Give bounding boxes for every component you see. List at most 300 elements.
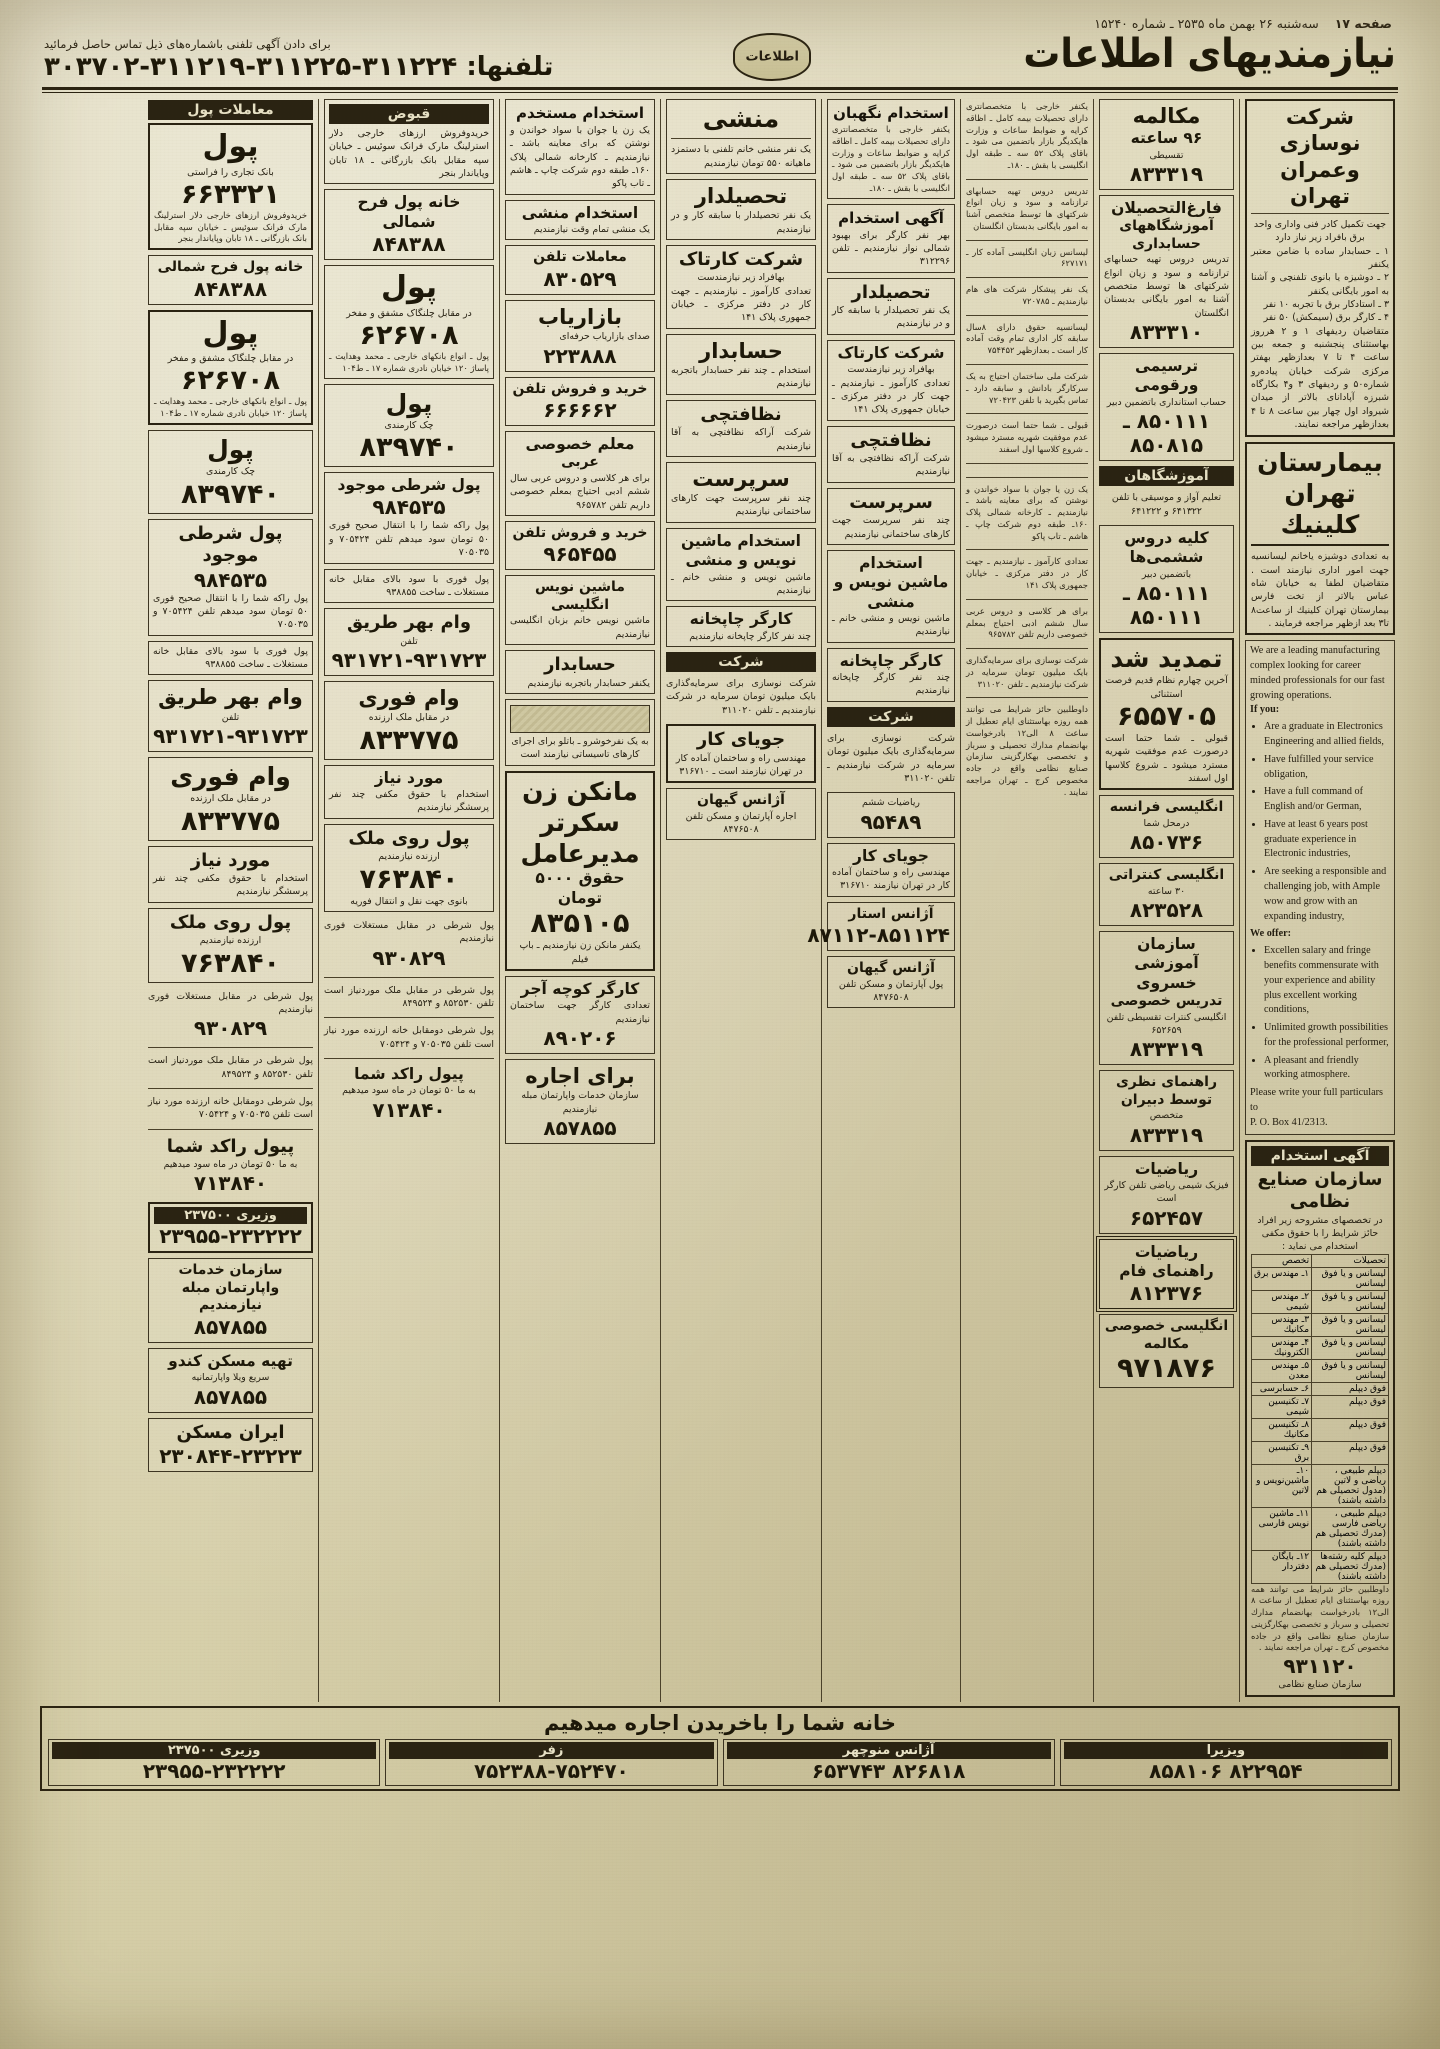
ad-body: یک نفر تحصیلدار با سابقه کار و در نیازمندیم	[671, 210, 811, 235]
band-title: خانه شما را باخریدن اجاره میدهیم	[543, 1710, 897, 1735]
ad-machine-typist[interactable]	[666, 528, 816, 601]
ad-subtitle: آخرین چهارم نظام قدیم فرصت استثنائی	[1105, 675, 1228, 700]
ad-title: پول روی ملک	[169, 911, 292, 933]
cell-spec: ۲ـ مهندس شیمی	[1252, 1290, 1312, 1313]
ad-requirement: • Are a graduate in Electronics Engineering and allied fields,	[1264, 720, 1390, 750]
ad-items: تعلیم آواز و موسیقی با تلفن ۶۴۱۳۲۲ و ۶۴۱۲۲۲	[1111, 492, 1222, 517]
ad-body: چند نفر کارگر چاپخانه نیازمندیم	[689, 630, 811, 642]
ad-theory-guide-teachers[interactable]	[1099, 1070, 1234, 1150]
ad-phone: ۸۳۳۳۱۹	[1129, 1122, 1204, 1147]
ad-title: راهنمای نظری توسط دبیران	[1115, 1074, 1218, 1108]
cell-spec: ۳ـ مهندس مکانیك	[1252, 1313, 1312, 1336]
agency-logo-row	[48, 1739, 1392, 1786]
phone-label: تلفنها:	[466, 52, 554, 82]
ad-small[interactable]	[966, 653, 1088, 692]
ad-title: وام فوری	[358, 686, 460, 711]
ad-requirement: • Have a full command of English and/or German,	[1264, 785, 1390, 815]
ad-need[interactable]	[148, 846, 313, 903]
ad-needed[interactable]	[324, 765, 494, 819]
ad-body: داوطلبین حائز شرایط می توانند همه روزه بهاستثنای ایام تعطیل از ساعت ۸ الی۱۲ بادرخواست بهانضمام مدارك تحصیلی و سرباز و تخصصی بهکارگزینی سازمان صنایع نظامی واقع در جاده مخصوص کرج ـ تهران مراجعه نمایند .	[966, 704, 1089, 797]
ad-phone: ۷۱۳۸۴۰	[193, 1171, 268, 1196]
ad-housing-services[interactable]	[148, 1258, 313, 1343]
cell-education: لیسانس و یا فوق لیسانس	[1312, 1267, 1389, 1290]
band-rent-houses[interactable]	[40, 1706, 1400, 1791]
ad-iran-maskan[interactable]	[148, 1418, 313, 1473]
column-schools	[1093, 99, 1239, 1702]
ad-phone: ۸۵۰۷۳۶	[1129, 830, 1204, 855]
ad-accounting-graduates[interactable]	[1099, 195, 1234, 348]
ad-kartak-company[interactable]	[827, 340, 955, 421]
ad-phone: ۹۶۵۴۵۵	[543, 542, 617, 567]
cell-spec: ۱۲ـ بایگان دفتردار	[1252, 1550, 1312, 1583]
ad-typist-secretary[interactable]	[827, 550, 955, 643]
ad-partnership[interactable]	[827, 730, 955, 787]
ad-phone: ۹۳۰۸۲۹	[372, 945, 446, 970]
ad-conversation-course[interactable]	[1099, 99, 1234, 190]
ad-subtitle: تدریس خصوصی	[1110, 993, 1223, 1010]
ad-phone: ۸۳۵۱۰۵	[530, 908, 630, 940]
ad-subtitle: در مقابل ملک ارزنده	[368, 712, 450, 724]
ad-math-sixth[interactable]	[827, 792, 955, 837]
column-job-ads	[807, 99, 960, 1702]
ad-body: چند نفر کارگر چاپخانه نیازمندیم	[832, 672, 950, 697]
cell-spec: ۱۰ـ ماشین‌نویس و لاتین	[1252, 1464, 1312, 1507]
ad-company-nosazi[interactable]	[1245, 99, 1395, 437]
ad-phone: ۶۵۲۴۵۷	[1129, 1205, 1204, 1230]
ad-phone: ۹۸۴۵۳۵	[372, 495, 446, 520]
ad-title: خرید و فروش تلفن	[512, 524, 648, 541]
ad-title: پول روی ملک	[348, 827, 470, 849]
ad-body: مهندسی راه و ساختمان آماده کار در تهران نیازمند است ـ ۳۱۶۷۱۰	[675, 752, 807, 777]
ad-title: سازمان صنایع نظامی	[1257, 1168, 1383, 1213]
ad-money-conditional-4[interactable]	[324, 1022, 494, 1053]
ad-requirement: • Have at least 6 years post graduate experience in Electronic industries,	[1264, 818, 1390, 862]
masthead-title: نیازمندیهای اطلاعات	[1023, 31, 1396, 77]
ad-small[interactable]	[966, 468, 1088, 472]
ad-subtitle: متخصص	[1149, 1110, 1184, 1122]
ad-note: پول راکه شما را با انتقال صحیح فوری ۵۰ تومان سود میدهم تلفن ۷۰۵۴۲۴ و ۷۰۵۰۳۵	[329, 520, 489, 559]
ad-title: پول شرطی دومقابل خانه ارزنده مورد نیاز است تلفن ۷۰۵۰۳۵ و ۷۰۵۴۲۴	[324, 1025, 494, 1050]
ad-note: استخدام با حقوق مکفی چند نفر پرسشگر نیازمندیم	[329, 789, 489, 814]
ad-title: حسابدار	[544, 654, 616, 676]
ad-subtitle: آموزشگاههای حسابداری	[1119, 218, 1214, 252]
ad-military-industries[interactable]	[1245, 1140, 1395, 1697]
ad-money-immediate-property[interactable]	[148, 641, 313, 676]
ad-body: صدای بازاریاب حرفه‌ای	[559, 331, 650, 343]
ad-agency-logos[interactable]	[148, 1202, 313, 1253]
ad-collector[interactable]	[827, 278, 955, 335]
ad-title: کارگر چاپخانه	[839, 651, 943, 670]
ad-money-employee-check[interactable]	[324, 384, 494, 468]
ad-phone: ۹۷۱۸۷۶	[1117, 1353, 1216, 1385]
ad-note: استخدام با حقوق مکفی چند نفر پرسشگر نیازمندیم	[153, 873, 308, 898]
ad-agency-star[interactable]	[807, 902, 955, 952]
ad-item: متقاضیان ردیفهای ۱ و ۲ هرروز بهاستثنای پنجشنبه و جمعه بین ساعت ۴ تا ۷ بعدازظهر بهفتر مرکزی شرکت خیابان پیاده‌رو شماره۵۰ و ردیفهای ۳ و۴ بکارگاه شبرزه آپادانای بالاتر از میدان شیرواد اول چهار بین ساعت ۸ تا ۴ بعدازظهر مراجعه نمایند.	[1251, 325, 1389, 431]
ad-title: آگهی استخدام	[838, 208, 944, 227]
ad-accountant[interactable]	[666, 334, 816, 395]
ad-phone: ۸۵۰۱۱۱ ـ ۸۵۰۸۱۵	[1122, 409, 1211, 458]
ad-money-farah-north[interactable]	[324, 189, 494, 260]
ad-phone: ۸۷۱۱۲-۸۵۱۱۲۴	[807, 923, 950, 948]
ad-phone: ۹۳۰۸۲۹	[193, 1016, 268, 1041]
ad-teahouse-worker[interactable]	[666, 606, 816, 647]
ad-job-seeker[interactable]	[827, 843, 955, 897]
ad-small[interactable]	[966, 369, 1088, 408]
ad-title: استخدام نگهبان	[833, 104, 949, 122]
phone-numbers: ۳۱۱۲۲۴-۳۱۱۲۲۵-۳۱۱۲۱۹-۳۰۳۷۰۲	[44, 52, 458, 82]
ad-phone: ۸۳۳۳۱۰	[1129, 320, 1204, 345]
ad-subtitle: تلفن	[400, 635, 418, 647]
ad-note: پول فوری با سود بالای مقابل خانه مستغلات ـ ساخت ۹۳۸۸۵۵	[153, 645, 308, 670]
ad-title: آژانس گیهان	[847, 960, 935, 977]
agency-name: وزیری ۲۳۷۵۰۰	[52, 1742, 376, 1759]
column-money-left	[318, 99, 499, 1702]
ad-title: بیمارستان تهران کلینیك	[1257, 447, 1383, 539]
logo-text: اطلاعات	[745, 49, 799, 65]
ad-we-offer: We offer:	[1250, 928, 1292, 940]
ad-item: ۲ ـ دوشیزه یا بانوی تلفنچی و آشنا به امور بایگانی یکنفر	[1251, 272, 1389, 297]
ad-loan-immediate[interactable]	[324, 681, 494, 760]
ad-title: پول	[385, 388, 433, 418]
ad-title: انگلیسی خصوصی مکالمه	[1104, 1318, 1229, 1352]
ad-employment-notice[interactable]	[827, 204, 955, 273]
cell-education: فوق دیپلم	[1312, 1418, 1389, 1441]
ad-supervisor[interactable]	[827, 488, 955, 545]
ad-accountant-2[interactable]	[505, 650, 655, 694]
ad-title: ماشین نویس انگلیسی	[535, 579, 625, 613]
ad-title: شرکت کارتاک	[678, 248, 804, 270]
ad-phone: ۶۲۶۷۰۸	[181, 365, 280, 397]
ad-offer: • Excellen salary and fringe benefits commensurate with your experience and ability plus excellent working conditions,	[1264, 944, 1390, 1018]
ad-money-bank-bazargani[interactable]	[148, 123, 313, 250]
ad-phone: ۹۳۱۷۲۱-۹۳۱۷۲۳	[153, 723, 308, 748]
ad-agency-keyhan[interactable]	[827, 956, 955, 1008]
ad-body: یکنفر مانکن زن نیازمندیم ـ باپ فیلم	[519, 940, 641, 965]
ad-money-fast[interactable]	[324, 569, 494, 604]
ad-small[interactable]	[966, 245, 1088, 273]
ad-english-manufacturer[interactable]	[1245, 640, 1395, 1134]
scales-of-justice-icon	[510, 705, 650, 733]
ad-title: پیول راکد شما	[166, 1135, 295, 1157]
ad-phone: ۶۲۶۷۰۸	[359, 319, 459, 351]
ad-body: شرکت آراکه نظافتچی به آقا نیازمندیم	[671, 427, 811, 452]
ad-body: مهندسی راه و ساختمان آماده کار در تهران نیازمند ۳۱۶۷۱۰	[832, 866, 950, 892]
ad-kartak-company-2[interactable]	[666, 245, 816, 329]
ad-sub: پول ـ انواع بانکهای خارجی ـ محمد وهدایت ـ پاساژ ۱۲۰ خیابان نادری شماره ۱۷ ـ ط۱۰۴	[329, 350, 489, 373]
ad-phone: ۸۵۷۸۵۵	[193, 1384, 268, 1409]
ad-buy-sell-phone-1[interactable]	[505, 377, 655, 427]
agency-phone: ۸۲۶۸۱۸ ۶۵۳۷۴۳	[811, 1758, 966, 1783]
table-header: تحصیلات	[1312, 1254, 1389, 1267]
ad-phone: ۸۴۸۳۸۸	[193, 276, 268, 301]
section-header-partnership: شرکت	[827, 707, 955, 727]
column-misc-small-ads	[960, 99, 1093, 1702]
ad-title: آژانس استار	[848, 905, 934, 922]
page-header	[18, 14, 1422, 31]
cell-spec: ۹ـ تکنیسین برق	[1252, 1441, 1312, 1464]
table-row	[1252, 1441, 1389, 1464]
ad-body: شرکت نوسازی برای سرمایه‌گذاری بایک میلیون تومان سرمایه در شرکت نیازمندیم ـ تلفن ۳۱۱۰۲۰	[966, 655, 1088, 689]
ad-body: لیسانسیه حقوق دارای ۸سال سابقه کار اداری تمام وقت آماده کار است ـ بعدازظهر ۷۵۴۴۵۲	[966, 321, 1088, 356]
ad-body: یکنفر خارجی با متخصصانتری دارای تحصیلات بیمه کامل ـ اظاقه کرایه و ضوابط ساعات و وزارت هایکدیگر بازار باتضمین می شود ـ باقای پلاک ۵۲ سه ـ طبقه اول انگلیسی با بقش ـ ۱۸۰ـ	[966, 101, 1088, 170]
ad-title: معاملات تلفن	[533, 249, 627, 266]
ad-body: استخدام ـ چند نفر حسابدار باتجربه نیازمندیم	[671, 365, 811, 390]
ad-guard-employment[interactable]	[827, 99, 955, 199]
ad-subtitle: ارزنده نیازمندیم	[378, 851, 440, 863]
ad-title: پول	[202, 315, 259, 351]
ad-note: به ما ۵۰ تومان در ماه سود میدهیم	[163, 1159, 298, 1171]
cell-spec: ۴ـ مهندس الکترونیك	[1252, 1336, 1312, 1359]
cell-education: دیپلم طبیعی ، ریاضی فارسی (مدرك تحصیلی هم داشته باشند)	[1312, 1507, 1389, 1550]
ad-body: ماشین نویس و منشی خانم ـ نیازمندیم	[832, 613, 950, 638]
ad-money-conditional-3[interactable]	[324, 982, 494, 1013]
cell-spec: ۱۱ـ ماشین نویس فارسی	[1252, 1507, 1312, 1550]
ad-cleaner[interactable]	[666, 400, 816, 457]
ad-money-check[interactable]	[148, 430, 313, 514]
ad-title: پیول راکد شما	[354, 1064, 464, 1083]
ad-body: بهر نفر کارگر برای بهبود شمالی نواز نیازمندیم ـ تلفن ۳۱۲۲۹۶	[832, 229, 950, 268]
cell-spec: ۱ـ مهندس برق	[1252, 1267, 1312, 1290]
cell-spec: ۸ـ تکنیسین مکانیك	[1252, 1418, 1312, 1441]
ad-money-conditional-6[interactable]	[148, 1052, 313, 1083]
ad-body: تعدادی کارآموز ـ نیازمندیم ـ جهت کار در دفتر مرکزی ـ خیابان جمهوری پلاک ۱۴۱	[966, 556, 1088, 590]
ad-small[interactable]	[966, 184, 1088, 235]
ad-note: خریدوفروش ارزهای خارجی دلار استرلینگ مارک فرانک سوئیس ـ خیابان سپه مقابل بانک بازرگانی ـ ۱۸ تابان وپایاندار بنجر	[154, 209, 307, 244]
ad-note: قبولی ـ شما حتما است درصورت عدم موفقیت شهریه مسترد میشود ـ شروع کلاسها اول اسفند	[1105, 732, 1228, 784]
agency-name: ویزیرا	[1064, 1742, 1388, 1759]
cell-education: لیسانس و یا فوق لیسانس	[1312, 1290, 1389, 1313]
ad-supervisor-2[interactable]	[666, 462, 816, 523]
ad-phone: ۸۳۹۷۴۰	[181, 478, 280, 510]
ad-job-seeker-engineer[interactable]	[666, 724, 816, 783]
ad-mannequin-secretary[interactable]	[505, 771, 655, 971]
ad-investment-partner[interactable]	[666, 675, 816, 719]
ad-body: یک نفر تحصیلدار با سابقه کار و در نیازمندیم	[832, 305, 950, 330]
ad-small[interactable]	[966, 282, 1088, 310]
ad-money-conditional-7[interactable]	[148, 1093, 313, 1124]
ad-small[interactable]	[966, 99, 1088, 174]
cell-education: لیسانس و یا فوق لیسانس	[1312, 1359, 1389, 1382]
agency-name: آژانس منوچهر	[727, 1742, 1051, 1759]
column-accounting-ads	[660, 99, 821, 1702]
ad-construction-worker[interactable]	[505, 976, 655, 1054]
ad-secretary-employment[interactable]	[505, 200, 655, 241]
ad-body: یک منشی تمام وقت نیازمندیم	[533, 224, 650, 236]
ad-small[interactable]	[966, 702, 1088, 800]
ad-music-lessons[interactable]	[1099, 489, 1234, 520]
ad-body: برای هر کلاسی و دروس عربی سال ششم ادبی احتیاج بمعلم خصوصی داریم تلفن ۹۶۵۷۸۲	[510, 472, 650, 511]
ad-money-on-property[interactable]	[324, 824, 494, 912]
ad-for-rent[interactable]	[505, 1059, 655, 1144]
ad-cleaner-araa[interactable]	[827, 426, 955, 483]
ad-idle-money[interactable]	[324, 1063, 494, 1124]
ad-title: مورد نیاز	[190, 849, 271, 871]
section-header-receipts: قبوض	[329, 104, 489, 124]
ad-phone: ۸۹۰۲۰۶	[543, 1025, 617, 1050]
ad-phone: ۸۳۳۳۱۹	[1129, 1037, 1204, 1062]
ad-small[interactable]	[966, 482, 1088, 545]
ad-small[interactable]	[966, 320, 1088, 359]
ad-title: نظافتچی	[850, 429, 932, 451]
table-row	[1252, 1313, 1389, 1336]
ad-title: وام فوری	[170, 761, 291, 791]
ad-title: استخدام منشی	[521, 203, 639, 222]
ad-money-available[interactable]	[148, 519, 313, 636]
page-number: صفحه ۱۷	[1334, 16, 1392, 31]
ad-phone: ۹۵۴۸۹	[860, 809, 922, 834]
column-company-ads	[1239, 99, 1400, 1702]
ad-money-conditional-5[interactable]	[148, 988, 313, 1043]
ad-lines: بانک تجاری را فراستی	[187, 166, 274, 178]
classified-columns	[18, 93, 1422, 1702]
ad-intro: We are a leading manufacturing complex looking for career minded professionals for our fast growing operations.	[1250, 645, 1385, 701]
ad-body: شرکت نوسازی برای سرمایه‌گذاری بایک میلیون تومان سرمایه در شرکت نیازمندیم ـ تلفن ۳۱۱۰۲۰	[827, 732, 955, 784]
divider	[42, 87, 1398, 90]
ad-loan-method[interactable]	[148, 680, 313, 752]
ad-receipts[interactable]	[324, 99, 494, 184]
ad-subtitle: تلفن	[221, 711, 240, 723]
ad-offer: • Unlimited growth possibilities for the professional performer,	[1264, 1021, 1390, 1051]
ad-phone: ۸۳۳۷۷۵	[181, 805, 280, 837]
ad-money-property-2[interactable]	[148, 908, 313, 983]
ad-phone: ۸۵۷۸۵۵	[193, 1314, 268, 1339]
ad-english-typist[interactable]	[505, 575, 655, 645]
ad-body: به تعدادی دوشیزه یاخانم لیسانسیه جهت امور اداری نیازمند است . متقاضیان لطفا به خیابان شاه عباس بالاتر از تخت فارس بیمارستان تهران کلینیك از ساعت۸ تا۳ بعد ازظهر مراجعه فرمایند .	[1251, 551, 1389, 629]
table-row	[1252, 1395, 1389, 1418]
ad-buy-sell-phone-2[interactable]	[505, 521, 655, 571]
ad-title: انگلیسی کنتراتی	[1108, 867, 1225, 884]
cell-education: دیپلم طبیعی ، ریاضی و لاتین (مدول تحصیلی هم داشته باشند)	[1312, 1464, 1389, 1507]
ad-phone: ۸۲۳۵۲۸	[1129, 897, 1204, 922]
ad-note: تدریس دروس تهیه حسابهای ترازنامه و سود و زیان انواع شرکتهای ها توسط متخصص آشنا به امور بایگانی بدبستان انگلستان	[1104, 254, 1229, 319]
table-row	[1252, 1550, 1389, 1583]
ad-loan-any-way[interactable]	[324, 608, 494, 676]
ad-money-house-farah[interactable]	[148, 255, 313, 305]
agency-card[interactable]	[385, 1739, 717, 1786]
ad-mathematics-guide[interactable]	[1099, 1239, 1234, 1310]
agency-card[interactable]	[1060, 1739, 1392, 1786]
ad-body: تعدادی کارآموز ـ نیازمندیم ـ جهت کار در دفتر مرکزی ـ خیابان جمهوری پلاک ۱۴۱	[671, 285, 811, 324]
ad-phone-transactions[interactable]	[505, 245, 655, 295]
ad-title: خانه پول فرح شمالی	[157, 259, 304, 276]
ad-body: اجاره آپارتمان و مسکن تلفن ۸۴۷۶۵۰۸	[685, 810, 797, 836]
ad-khosravi-institute[interactable]	[1099, 931, 1234, 1065]
ad-english-private-conversation[interactable]	[1099, 1314, 1234, 1388]
ad-po-box: P. O. Box 41/2313.	[1250, 1116, 1328, 1128]
cell-education: لیسانس و یا فوق لیسانس	[1312, 1313, 1389, 1336]
agency-phone: ۲۳۹۵۵-۲۳۲۲۲۲	[142, 1758, 286, 1783]
ad-hospital-tehran-clinic[interactable]	[1245, 442, 1395, 636]
ad-title: جویای کار	[696, 729, 786, 750]
ad-title: انگلیسی فرانسه	[1109, 799, 1224, 816]
ad-secretary-phone[interactable]	[666, 99, 816, 174]
ad-mathematics[interactable]	[1099, 1156, 1234, 1234]
ad-private-tutor-arabic[interactable]	[505, 431, 655, 516]
ad-subtitle: عربی	[561, 454, 599, 471]
ad-idle-money-2[interactable]	[148, 1134, 313, 1198]
ad-subtitle: در مقابل ملک ارزنده	[190, 793, 271, 805]
agency-phone: ۸۲۲۹۵۴ ۸۵۸۱۰۶	[1149, 1758, 1303, 1783]
newspaper-logo-icon	[733, 33, 811, 81]
column-money-right	[143, 99, 318, 1702]
ad-title: سازمان آموزشی خسروی	[1134, 934, 1199, 992]
ad-title: تمدید شد	[1110, 643, 1223, 673]
ad-title: ریاضیات	[1134, 1159, 1199, 1178]
ad-title: معلم خصوصی	[525, 435, 635, 454]
ad-agency-keyhan-2[interactable]	[666, 788, 816, 840]
ad-body: یک نفر منشی خانم تلفنی با دستمزد ماهیانه ۵۵۰ تومان نیازمندیم	[671, 144, 811, 169]
ad-title: پول	[202, 129, 259, 164]
agency-name: زفر	[389, 1742, 713, 1759]
ad-body: یکنفر حسابدار باتجربه نیازمندیم	[527, 677, 650, 689]
ad-money-conditional[interactable]	[324, 472, 494, 563]
ad-servant-employment[interactable]	[505, 99, 655, 195]
ad-small[interactable]	[966, 418, 1088, 457]
military-spec-table	[1251, 1254, 1389, 1584]
issue-date: سه‌شنبه ۲۶ بهمن ماه ۲۵۳۵ ـ شماره ۱۵۲۴۰	[1094, 16, 1319, 31]
ad-title: بازاریاب	[537, 304, 623, 329]
column-employment-ads	[499, 99, 660, 1702]
ad-body: تعدادی کارگر جهت ساختمان نیازمندیم	[510, 1000, 650, 1025]
ad-signature: سازمان صنایع نظامی	[1278, 1679, 1362, 1691]
ad-phone: ۸۳۳۷۷۵	[359, 724, 459, 756]
ad-title: استخدام ماشین نویس و منشی	[833, 553, 949, 611]
ad-money-mofakhar[interactable]	[148, 310, 313, 425]
ad-title: مورد نیاز	[374, 768, 444, 787]
table-row	[1252, 1507, 1389, 1550]
ad-title: شرکت نوسازی وعمران تهران	[1279, 105, 1361, 208]
ad-small[interactable]	[966, 604, 1088, 643]
ad-title: فارغ‌التحصیلان	[1111, 198, 1222, 217]
table-row	[1252, 1464, 1389, 1507]
ad-body: یک نفر پیشکار شرکت های هام نیازمندیم ـ ۷۲۰۷۸۵	[966, 284, 1088, 306]
ad-item: ۱ ـ حسابدار ساده با ضامن معتبر یکنفر	[1251, 245, 1389, 271]
ad-if-you: If you:	[1250, 704, 1280, 716]
agency-card[interactable]	[48, 1739, 380, 1786]
cell-spec: ۷ـ تکنیسین شیمی	[1252, 1395, 1312, 1418]
ad-note: پول راکه شما را با انتقال صحیح فوری ۵۰ تومان سود میدهم تلفن ۷۰۵۴۲۴ و ۷۰۵۰۳۵	[153, 592, 308, 631]
ad-title: کارگر چاپخانه	[689, 610, 793, 629]
ad-extension-old-system[interactable]	[1099, 638, 1234, 790]
ad-kandoo-housing[interactable]	[148, 1348, 313, 1413]
ad-phone: ۷۶۳۸۴۰	[181, 947, 280, 979]
ad-subtitle: باتضمین دبیر	[1141, 568, 1192, 580]
ad-justice-icon-block[interactable]	[505, 699, 655, 766]
ad-phone: ۷۶۳۸۴۰	[359, 863, 459, 895]
ad-money-conditional-2[interactable]	[324, 917, 494, 972]
cell-spec: ۶ـ حسابرسی	[1252, 1382, 1312, 1395]
agency-phone: ۷۵۲۳۸۸-۷۵۲۴۷۰	[473, 1758, 629, 1783]
ad-drafting-course[interactable]	[1099, 353, 1234, 461]
ad-note: در مقابل چلنگاک مشفق و مفخر	[346, 307, 472, 319]
ad-money-2[interactable]	[324, 265, 494, 378]
ad-english-contract[interactable]	[1099, 863, 1234, 926]
ad-loan-urgent[interactable]	[148, 757, 313, 841]
ad-english-french[interactable]	[1099, 795, 1234, 858]
ad-sixth-grade-lessons[interactable]	[1099, 525, 1234, 633]
ad-collector-2[interactable]	[666, 179, 816, 240]
ad-header: آگهی استخدام	[1251, 1146, 1389, 1166]
ad-footer: داوطلبین حائز شرایط می توانند همه روزه بهاستثنای ایام تعطیل از ساعت ۸ الی۱۲ بادرخواست بهانضمام مدارك تحصیلی و سرباز و تخصصی بهکارگزینی سازمان صنایع نظامی واقع در جاده مخصوص کرج ـ تهران مراجعه نمایند .	[1251, 1583, 1389, 1653]
table-header: تخصص	[1252, 1254, 1312, 1267]
ad-body: ماشین نویس و منشی خانم ـ نیازمندیم	[671, 571, 811, 596]
cell-education: فوق دیپلم	[1312, 1395, 1389, 1418]
ad-marketer[interactable]	[505, 300, 655, 372]
ad-small[interactable]	[966, 554, 1088, 593]
ad-printshop-worker[interactable]	[827, 648, 955, 702]
ad-title: ریاضیات راهنمای فام	[1119, 1242, 1214, 1281]
agency-card[interactable]	[723, 1739, 1055, 1786]
